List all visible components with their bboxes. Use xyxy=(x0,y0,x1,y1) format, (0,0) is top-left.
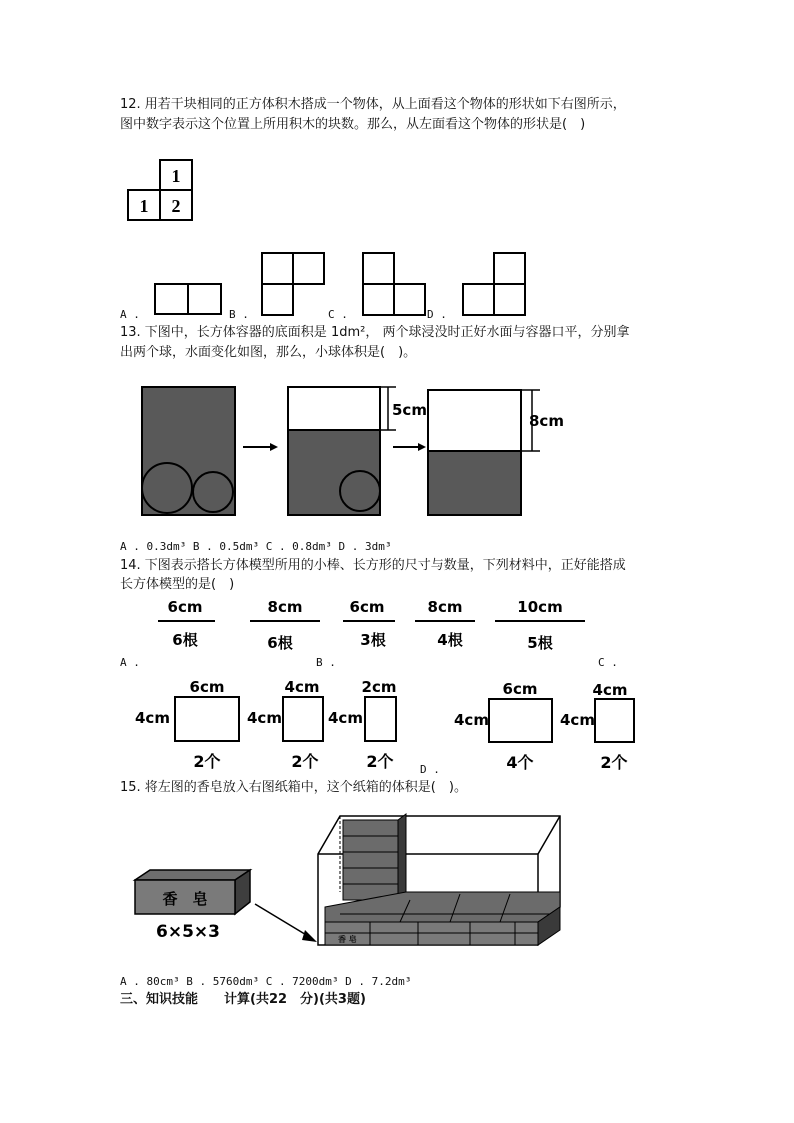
section-3-title: 三、知识技能 计算(共22 分)(共3题) xyxy=(120,992,366,1007)
q12-option-b[interactable]: B . xyxy=(229,308,249,321)
q14-line2: 长方体模型的是( ) xyxy=(120,577,235,592)
grid-top-number: 1 xyxy=(171,166,181,186)
q13-line2: 出两个球，水面变化如图，那么，小球体积是( )。 xyxy=(120,345,417,360)
q13-answers[interactable]: A . 0.3dm³ B . 0.5dm³ C . 0.8dm³ D . 3dm³ xyxy=(120,540,392,553)
q15-soap-figure xyxy=(130,868,260,943)
rect-2-top: 4cm xyxy=(284,678,320,696)
q13-container-figures xyxy=(140,385,600,520)
q14-sticks xyxy=(155,593,625,653)
rect-4-side: 4cm xyxy=(454,711,489,729)
mini-soap-label: 香 皂 xyxy=(338,934,357,944)
rect-3-top: 2cm xyxy=(361,678,397,696)
q12-line1: 12. 用若干块相同的正方体积木搭成一个物体，从上面看这个物体的形状如下右图所示， xyxy=(120,97,626,112)
q15-answers[interactable]: A . 80cm³ B . 5760dm³ C . 7200dm³ D . 7.2dm³ xyxy=(120,975,412,988)
q14-line1: 14. 下图表示搭长方体模型所用的小棒、长方形的尺寸与数量，下列材料中，正好能搭成 xyxy=(120,558,626,573)
q12-option-a[interactable]: A . xyxy=(120,308,140,321)
q15-box-figure xyxy=(310,812,570,950)
stick-1-length: 6cm xyxy=(167,598,203,616)
rect-5-side: 4cm xyxy=(560,711,595,729)
q12-option-d-shape xyxy=(462,252,528,316)
q13-line1: 13. 下图中，长方体容器的底面积是 1dm²， 两个球浸没时正好水面与容器口平，分别拿 xyxy=(120,325,630,340)
q12-top-view-grid xyxy=(125,155,205,225)
q12-option-a-shape xyxy=(154,283,224,315)
stick-3-count: 3根 xyxy=(360,631,386,649)
rect-4-count: 4个 xyxy=(506,753,534,772)
rect-5-count: 2个 xyxy=(600,753,628,772)
stick-5-count: 5根 xyxy=(527,634,553,652)
soap-dimensions: 6×5×3 xyxy=(156,922,220,942)
q14-option-a[interactable]: A . xyxy=(120,656,140,669)
stick-1-count: 6根 xyxy=(172,631,198,649)
label-8cm: 8cm xyxy=(529,412,564,430)
stick-2-length: 8cm xyxy=(267,598,303,616)
stick-4-count: 4根 xyxy=(437,631,463,649)
stick-4-length: 8cm xyxy=(427,598,463,616)
q15-line1: 15. 将左图的香皂放入右图纸箱中，这个纸箱的体积是( )。 xyxy=(120,780,467,795)
rect-5-top: 4cm xyxy=(592,681,628,699)
soap-label: 香 皂 xyxy=(162,890,208,908)
grid-bottom-right-number: 2 xyxy=(171,196,181,216)
q12-line2: 图中数字表示这个位置上所用积木的块数。那么，从左面看这个物体的形状是( ) xyxy=(120,117,586,132)
rect-2-side: 4cm xyxy=(247,709,282,727)
q14-option-d[interactable]: D . xyxy=(420,763,440,776)
stick-5-length: 10cm xyxy=(517,598,563,616)
grid-bottom-left-number: 1 xyxy=(139,196,149,216)
q14-option-c[interactable]: C . xyxy=(598,656,618,669)
q14-rectangles-left xyxy=(135,675,415,775)
rect-1-side: 4cm xyxy=(135,709,170,727)
q12-option-c[interactable]: C . xyxy=(328,308,348,321)
rect-2-count: 2个 xyxy=(291,752,319,771)
rect-1-count: 2个 xyxy=(193,752,221,771)
rect-3-side: 4cm xyxy=(328,709,363,727)
stick-2-count: 6根 xyxy=(267,634,293,652)
q14-option-b[interactable]: B . xyxy=(316,656,336,669)
rect-3-count: 2个 xyxy=(366,752,394,771)
label-5cm: 5cm xyxy=(392,401,427,419)
rect-1-top: 6cm xyxy=(189,678,225,696)
stick-3-length: 6cm xyxy=(349,598,385,616)
q12-option-b-shape xyxy=(261,252,327,316)
rect-4-top: 6cm xyxy=(502,680,538,698)
q12-option-d[interactable]: D . xyxy=(427,308,447,321)
q14-rectangles-right xyxy=(454,675,654,775)
q12-option-c-shape xyxy=(362,252,428,316)
